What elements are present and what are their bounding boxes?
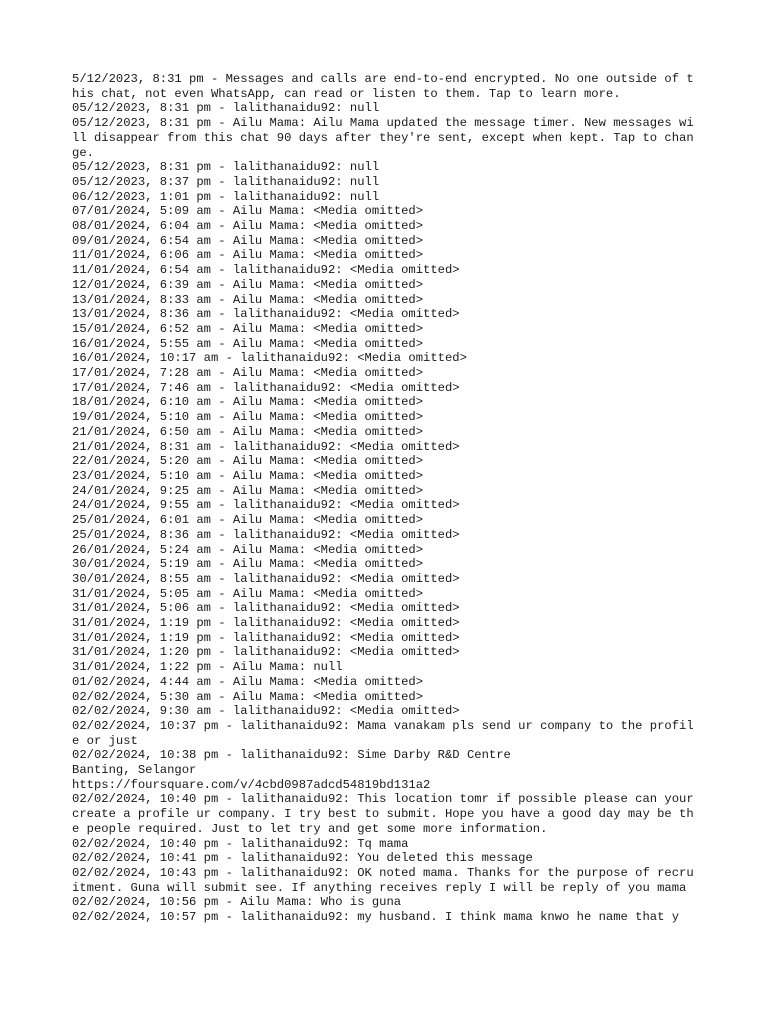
chat-line: 02/02/2024, 10:57 pm - lalithanaidu92: my husband. I think mama knwo he name that y [72,910,680,925]
chat-line: 16/01/2024, 5:55 am - Ailu Mama: <Media omitted> [72,336,424,351]
chat-line: 08/01/2024, 6:04 am - Ailu Mama: <Media omitted> [72,219,424,234]
chat-line: 18/01/2024, 6:10 am - Ailu Mama: <Media omitted> [72,395,424,410]
chat-line: 02/02/2024, 10:40 pm - lalithanaidu92: This location tomr if possible please can your create a profile ur company. I try best to submit. Hope you have a good day may be the people required. Just to let try and get some more information. [72,792,701,836]
chat-line: 26/01/2024, 5:24 am - Ailu Mama: <Media omitted> [72,542,424,557]
chat-line: 21/01/2024, 8:31 am - lalithanaidu92: <Media omitted> [72,439,460,454]
chat-line: 02/02/2024, 10:38 pm - lalithanaidu92: Sime Darby R&D Centre [72,748,511,763]
chat-line: 12/01/2024, 6:39 am - Ailu Mama: <Media omitted> [72,277,424,292]
chat-line: Banting, Selangor [72,763,197,778]
chat-line: 02/02/2024, 10:41 pm - lalithanaidu92: You deleted this message [72,851,533,866]
chat-line: 02/02/2024, 9:30 am - lalithanaidu92: <Media omitted> [72,704,460,719]
chat-line: 31/01/2024, 1:20 pm - lalithanaidu92: <Media omitted> [72,645,460,660]
chat-line: 05/12/2023, 8:31 pm - lalithanaidu92: null [72,101,380,116]
chat-line: 16/01/2024, 10:17 am - lalithanaidu92: <Media omitted> [72,351,467,366]
chat-line: 02/02/2024, 10:37 pm - lalithanaidu92: Mama vanakam pls send ur company to the profile or just [72,718,694,748]
chat-line: 01/02/2024, 4:44 am - Ailu Mama: <Media omitted> [72,674,424,689]
chat-line: 02/02/2024, 10:43 pm - lalithanaidu92: OK noted mama. Thanks for the purpose of recruitment. Guna will submit see. If anything receives reply I will be reply of you mama [72,865,694,895]
chat-export-text [72,72,701,925]
chat-line: 25/01/2024, 6:01 am - Ailu Mama: <Media omitted> [72,513,424,528]
chat-line: 23/01/2024, 5:10 am - Ailu Mama: <Media omitted> [72,468,424,483]
chat-line: 31/01/2024, 1:19 pm - lalithanaidu92: <Media omitted> [72,630,460,645]
chat-line: 21/01/2024, 6:50 am - Ailu Mama: <Media omitted> [72,424,424,439]
chat-line: 24/01/2024, 9:55 am - lalithanaidu92: <Media omitted> [72,498,460,513]
chat-line: 19/01/2024, 5:10 am - Ailu Mama: <Media omitted> [72,410,424,425]
chat-line: 5/12/2023, 8:31 pm - Messages and calls are end-to-end encrypted. No one outside of this chat, not even WhatsApp, can read or listen to them. Tap to learn more. [72,72,694,101]
chat-line: 24/01/2024, 9:25 am - Ailu Mama: <Media omitted> [72,483,424,498]
chat-line: 02/02/2024, 5:30 am - Ailu Mama: <Media omitted> [72,689,424,704]
chat-line: 22/01/2024, 5:20 am - Ailu Mama: <Media omitted> [72,454,424,469]
chat-line: 06/12/2023, 1:01 pm - lalithanaidu92: null [72,189,380,204]
chat-line: 15/01/2024, 6:52 am - Ailu Mama: <Media omitted> [72,321,424,336]
chat-line: 31/01/2024, 1:19 pm - lalithanaidu92: <Media omitted> [72,616,460,631]
chat-line: 02/02/2024, 10:56 pm - Ailu Mama: Who is guna [72,895,402,910]
chat-line: 05/12/2023, 8:31 pm - Ailu Mama: Ailu Mama updated the message timer. New messages will disappear from this chat 90 days after they're sent, except when kept. Tap to change. [72,116,694,160]
chat-line: 05/12/2023, 8:37 pm - lalithanaidu92: null [72,174,380,189]
chat-line: 11/01/2024, 6:06 am - Ailu Mama: <Media omitted> [72,248,424,263]
chat-line: 09/01/2024, 6:54 am - Ailu Mama: <Media omitted> [72,233,424,248]
chat-line: 13/01/2024, 8:33 am - Ailu Mama: <Media omitted> [72,292,424,307]
chat-line: 13/01/2024, 8:36 am - lalithanaidu92: <Media omitted> [72,307,460,322]
chat-line: 05/12/2023, 8:31 pm - lalithanaidu92: null [72,160,380,175]
chat-line: 17/01/2024, 7:28 am - Ailu Mama: <Media omitted> [72,366,424,381]
chat-line: 02/02/2024, 10:40 pm - lalithanaidu92: Tq mama [72,836,409,851]
chat-line: 25/01/2024, 8:36 am - lalithanaidu92: <Media omitted> [72,527,460,542]
chat-line: 30/01/2024, 5:19 am - Ailu Mama: <Media omitted> [72,557,424,572]
chat-line: 30/01/2024, 8:55 am - lalithanaidu92: <Media omitted> [72,571,460,586]
chat-line: 31/01/2024, 1:22 pm - Ailu Mama: null [72,660,343,675]
chat-line: 31/01/2024, 5:06 am - lalithanaidu92: <Media omitted> [72,601,460,616]
chat-line: https://foursquare.com/v/4cbd0987adcd54819bd131a2 [72,777,431,792]
chat-line: 11/01/2024, 6:54 am - lalithanaidu92: <Media omitted> [72,263,460,278]
chat-line: 31/01/2024, 5:05 am - Ailu Mama: <Media omitted> [72,586,424,601]
chat-line: 17/01/2024, 7:46 am - lalithanaidu92: <Media omitted> [72,380,460,395]
chat-line: 07/01/2024, 5:09 am - Ailu Mama: <Media omitted> [72,204,424,219]
